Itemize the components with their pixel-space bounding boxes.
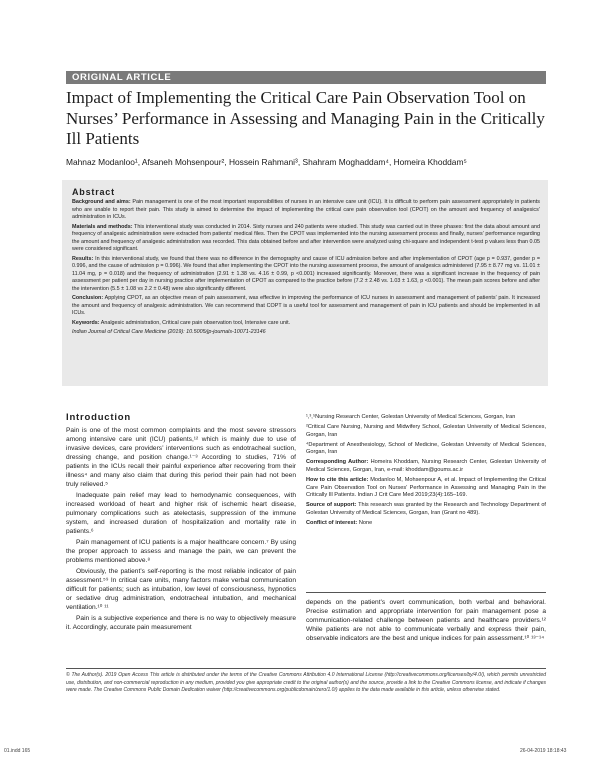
abstract-results: Results: In this interventional study, we found that there was no difference in the demography and cause of ICU admission before and after implementation of CPOT (age p = 0.937, gender p = 0.996, and the cause of admission p = 0.996). We found that after implementing the CPOT into the nursing assessment process, the amount of analgesics administered (7.95 ± 8.77 mg vs. 11.01 ± 11.04 mg, p = 0.018) and the frequency of administration (2.91 ± 1.38 vs. 4.16 ± 0.99, p <0.001) increased significantly. Moreover, there was a significant increase in the frequency of pain assessment per patient per day in nursing practice after implementation of CPOT as compared to the practice before (7.2 ± 2.48 vs. 1.03 ± 1.63, p <0.001). The mean pain scores before and after the intervention (5.5 ± 1.08 vs 2.2 ± 0.48) were also significantly different. xyxy=(72,255,540,292)
abstract-keywords: Keywords: Analgesic administration, Critical care pain observation tool, Intensive care unit. xyxy=(72,319,291,326)
introduction-heading: Introduction xyxy=(66,412,132,423)
article-type-label: ORIGINAL ARTICLE xyxy=(72,72,172,83)
intro-paragraph-3: Pain management of ICU patients is a major healthcare concern.⁷ By using the proper approach to assess and manage the pain, we can prevent the problems mentioned above.⁸ xyxy=(66,539,296,564)
journal-citation: Indian Journal of Critical Care Medicine (2019): 10.5005/jp-journals-10071-23146 xyxy=(72,329,266,335)
abstract-box xyxy=(62,180,548,386)
conflict-of-interest: Conflict of interest: None xyxy=(306,520,373,527)
article-info-column xyxy=(306,414,546,530)
license-notice: © The Author(s). 2019 Open Access This article is distributed under the terms of the Creative Commons Attribution 4.0 International License (http://creativecommons.org/licenses/by/4.0/), which permits unrestricted use, distribution, and non-commercial reproduction in any medium, provided you give appropriate credit to the original author(s) and the source, provide a link to the Creative Commons license, and indicate if changes were made. The Creative Commons Public Domain Dedication waiver (http://creativecommons.org/publicdomain/zero/1.0/) applies to the data made available in this article, unless otherwise stated. xyxy=(66,672,546,694)
corresponding-author: Corresponding Author: Homeira Khoddam, Nursing Research Center, Golestan University of Medical Sciences, Gorgan, Iran, e-mail: khoddam@goums.ac.ir xyxy=(306,459,546,474)
how-to-cite: How to cite this article: Modanloo M, Mohsenpour A, et al. Impact of Implementing the Critical Care Pain Observation Tool on Nurses’ Performance in Assessing and Managing Pain in the Critically Ill Patients. Indian J Crit Care Med 2019;23(4):165–169. xyxy=(306,477,546,499)
author-list: Mahnaz Modanloo¹, Afsaneh Mohsenpour², Hossein Rahmani³, Shahram Moghaddam⁴, Homeira Khoddam⁵ xyxy=(66,157,467,167)
article-title: Impact of Implementing the Critical Care Pain Observation Tool on Nurses’ Performance in Assessing and Managing Pain in the Critically Ill Patients xyxy=(66,88,545,148)
info-divider xyxy=(306,592,546,593)
intro-paragraph-4: Obviously, the patient’s self-reporting is the most reliable indicator of pain assessment.⁵⁹ In critical care units, many factors make verbal communication difficult for patients; such as intubation, low level of consciousness, hypnotics or sedative drug administration, endotracheal intubation, and mechanical ventilation.¹⁰ ¹¹ xyxy=(66,568,296,611)
article-type-banner xyxy=(66,71,546,84)
intro-paragraph-2: Inadequate pain relief may lead to hemodynamic consequences, with increased workload of heart and higher risk of ischemic heart disease, pulmonary complications such as atelectasis, suppression of the immune system, and increased duration of hospitalization and mortality rate in patients.⁶ xyxy=(66,492,296,535)
license-divider xyxy=(66,668,546,669)
affiliation-1: ¹,³,⁵Nursing Research Center, Golestan University of Medical Sciences, Gorgan, Iran xyxy=(306,414,516,420)
introduction-column xyxy=(66,412,296,634)
right-body-text: depends on the patient’s overt communication, both verbal and behavioral. Precise estimation and appropriate intervention for pain management pose a communication-related challenge between patients and healthcare providers.¹² While patients are not able to communicate verbally and express their pain, observable indicators are the best and unique indices for pain assessment.¹⁰ ¹³⁻¹⁴ xyxy=(306,599,546,642)
source-of-support: Source of support: This research was granted by the Research and Technology Department of Golestan University of Medical Sciences, Gorgan, Iran (Grant no 489). xyxy=(306,502,546,517)
abstract-conclusion: Conclusion: Applying CPOT, as an objective mean of pain assessment, was effective in improving the performance of ICU nurses in assessment and management of patients’ pain. It increased the amount and frequency of analgesic administration. We can recommend that COPT is a useful tool for assessment and management of pain in ICU patients and should be implemented in all ICUs. xyxy=(72,295,540,316)
intro-paragraph-1: Pain is one of the most common complaints and the most severe stressors among intensive care unit (ICU) patients,¹² which is mainly due to use of invasive devices, care providers’ interventions such as endotracheal suction, dressing change, and position change.¹⁻³ According to studies, 71% of patients in the ICUs recall their painful experience after recovering from their illness⁴ and many also claim that during this period their pain had not been truly relieved.⁵ xyxy=(66,427,296,488)
footer-left: 01.indd 165 xyxy=(4,748,31,754)
intro-paragraph-5: Pain is a subjective experience and there is no way to objectively measure it. Accordingly, accurate pain measurement xyxy=(66,615,296,631)
affiliation-3: ⁴Department of Anesthesiology, School of Medicine, Golestan University of Medical Sciences, Gorgan, Iran xyxy=(306,441,546,456)
abstract-methods: Materials and methods: This interventional study was conducted in 2014. Sixty nurses and 240 patients were studied. This study was carried out in three phases: first the data about amount and frequency of analgesic administration were extracted from patients’ medical files. Then the CPOT was implemented into the nursing assessment process and finally, nurses’ performance regarding the amount and frequency of analgesic administration was recorded. This data obtained before and after intervention were analyzed using chi-square and independent t-test p values less than 0.05 were considered significant. xyxy=(72,223,540,252)
footer-right: 26-04-2019 18:18:43 xyxy=(520,748,567,754)
abstract-background: Background and aims: Pain management is one of the most important responsibilities of nurses in an intensive care unit (ICU). It is difficult to perform pain assessment appropriately in patients who are unable to report their pain. This study is aimed to determine the impact of implementing the critical care pain observation tool (CPOT) on the amount and frequency of analgesics’ administration in ICUs. xyxy=(72,199,540,220)
affiliation-2: ²Critical Care Nursing, Nursing and Midwifery School, Golestan University of Medical Sciences, Gorgan, Iran xyxy=(306,424,546,438)
abstract-heading: Abstract xyxy=(72,187,115,197)
